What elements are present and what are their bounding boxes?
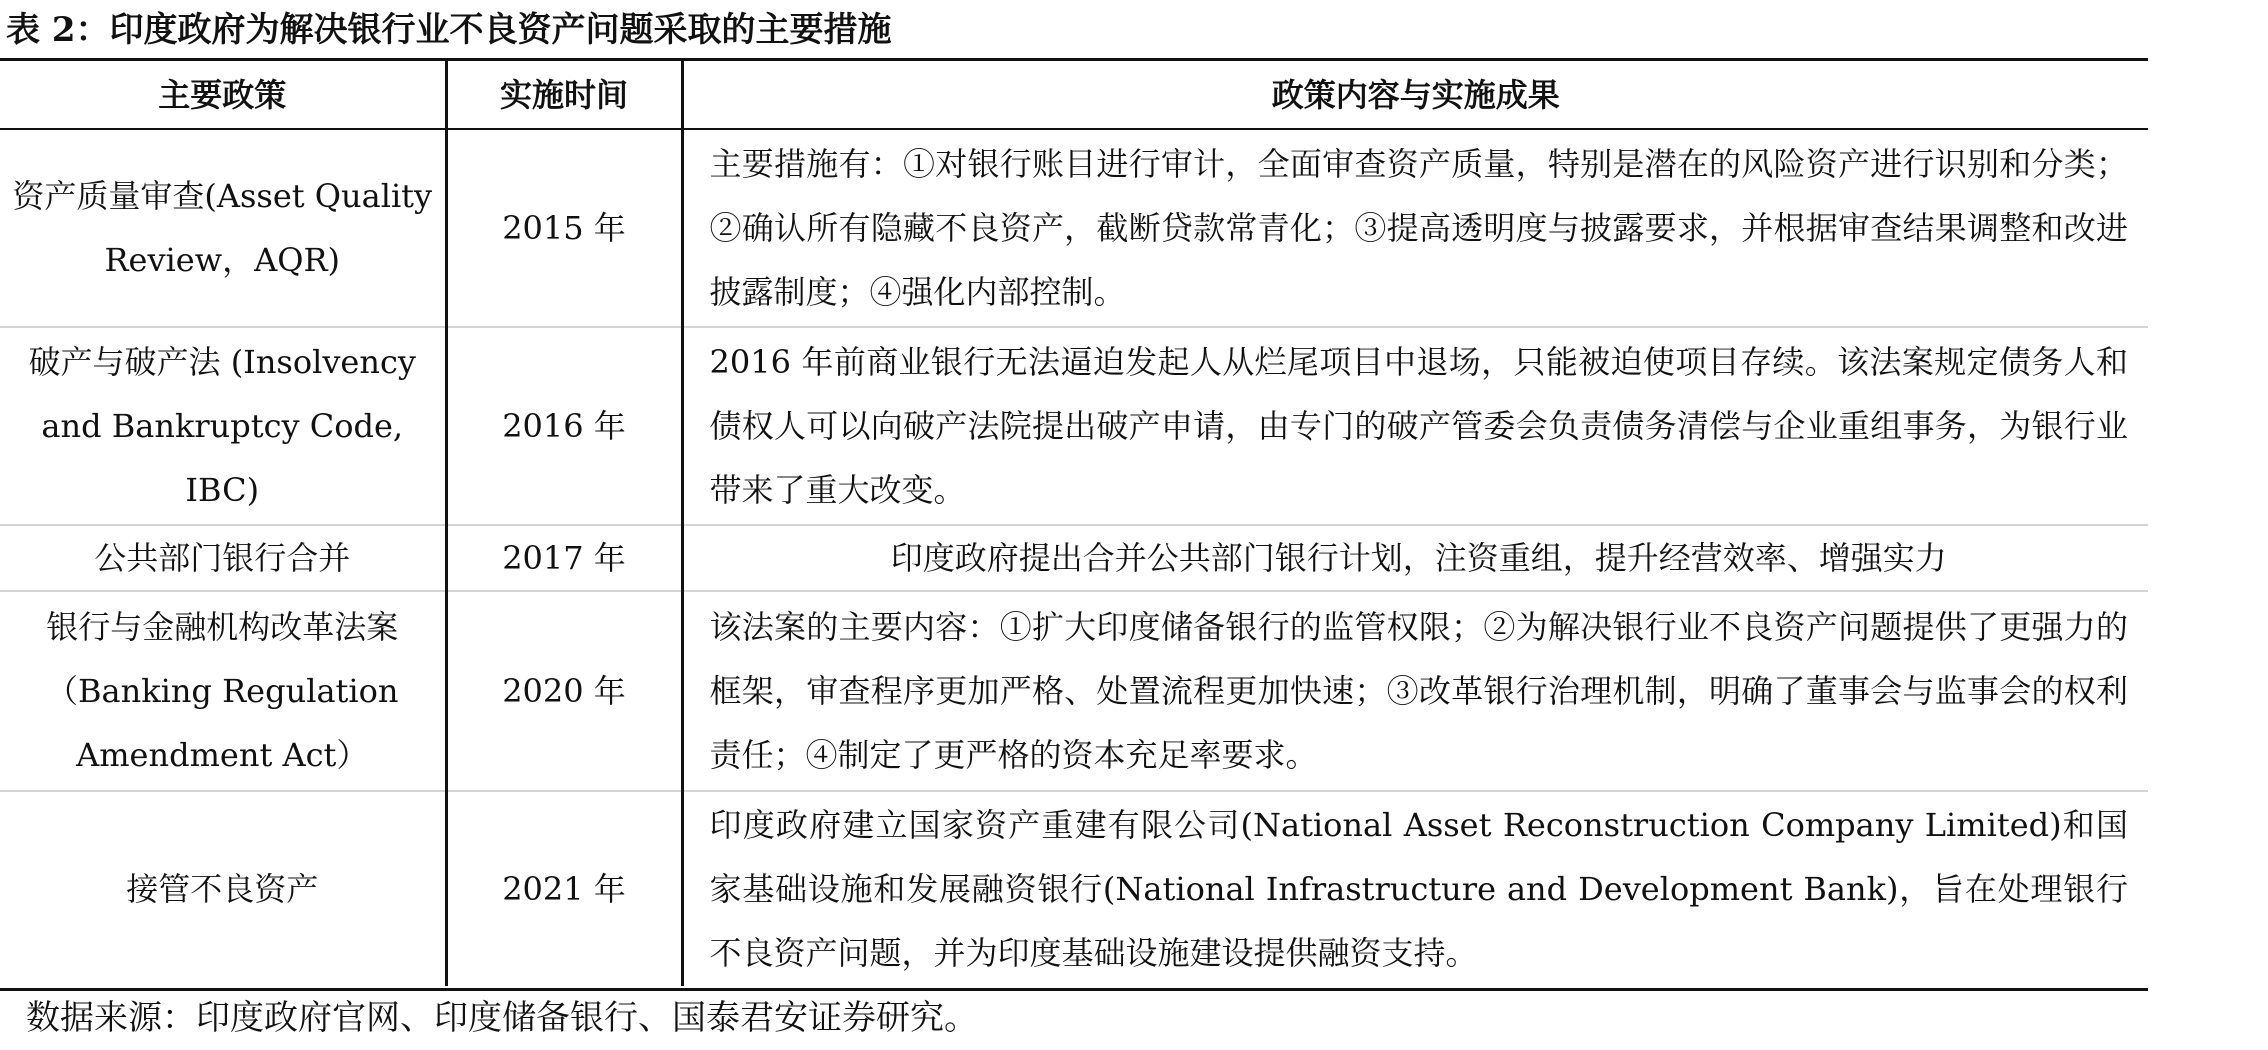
year-cell: 2020 年	[446, 591, 682, 791]
policy-table	[0, 61, 2148, 986]
content-cell	[682, 525, 2148, 591]
policy-cell	[0, 525, 446, 591]
policy-cell	[0, 591, 446, 791]
content-cell	[682, 129, 2148, 327]
content-text: 2016 年前商业银行无法逼迫发起人从烂尾项目中退场，只能被迫使项目存续。该法案规定债务人和债权人可以向破产法院提出破产申请，由专门的破产管委会负责债务清偿与企业重组事务，为银行业带来了重大改变。	[709, 343, 2128, 509]
table-row	[0, 129, 2148, 327]
table-row	[0, 525, 2148, 591]
year-cell: 2021 年	[446, 791, 682, 986]
content-text: 印度政府提出合并公共部门银行计划，注资重组，提升经营效率、增强实力	[890, 539, 1947, 577]
policy-text: 破产与破产法 (Insolvency and Bankruptcy Code, IBC)	[28, 343, 416, 509]
content-text: 该法案的主要内容：①扩大印度储备银行的监管权限；②为解决银行业不良资产问题提供了更强力的框架，审查程序更加严格、处置流程更加快速；③改革银行治理机制，明确了董事会与监事会的权利责任；④制定了更严格的资本充足率要求。	[709, 608, 2128, 774]
year-cell: 2016 年	[446, 327, 682, 525]
content-cell	[682, 591, 2148, 791]
header-row	[0, 61, 2148, 129]
content-text: 印度政府建立国家资产重建有限公司(National Asset Reconstruction Company Limited)和国家基础设施和发展融资银行(National Infrastructure and Development Bank)，旨在处理银行不良资产问题，并为印度基础设施建设提供融资支持。	[709, 806, 2128, 972]
header-policy: 主要政策	[0, 61, 446, 129]
content-cell	[682, 791, 2148, 986]
year-cell: 2017 年	[446, 525, 682, 591]
source-note: 数据来源：印度政府官网、印度储备银行、国泰君安证券研究。	[26, 998, 978, 1038]
header-content: 政策内容与实施成果	[682, 61, 2148, 129]
header-year: 实施时间	[446, 61, 682, 129]
policy-text: 公共部门银行合并	[94, 539, 351, 577]
content-cell	[682, 327, 2148, 525]
table-row	[0, 327, 2148, 525]
policy-cell	[0, 129, 446, 327]
table-row	[0, 791, 2148, 986]
bottom-rule	[0, 988, 2148, 991]
policy-text: 资产质量审查(Asset Quality Review，AQR)	[12, 177, 433, 279]
policy-text: 接管不良资产	[126, 870, 319, 908]
policy-cell	[0, 791, 446, 986]
table-row	[0, 591, 2148, 791]
table-title: 表 2：印度政府为解决银行业不良资产问题采取的主要措施	[6, 10, 892, 50]
policy-cell	[0, 327, 446, 525]
policy-text: 银行与金融机构改革法案（Banking Regulation Amendment Act）	[45, 608, 399, 774]
year-cell: 2015 年	[446, 129, 682, 327]
content-text: 主要措施有：①对银行账目进行审计，全面审查资产质量，特别是潜在的风险资产进行识别和分类；②确认所有隐藏不良资产，截断贷款常青化；③提高透明度与披露要求，并根据审查结果调整和改进披露制度；④强化内部控制。	[709, 145, 2128, 311]
